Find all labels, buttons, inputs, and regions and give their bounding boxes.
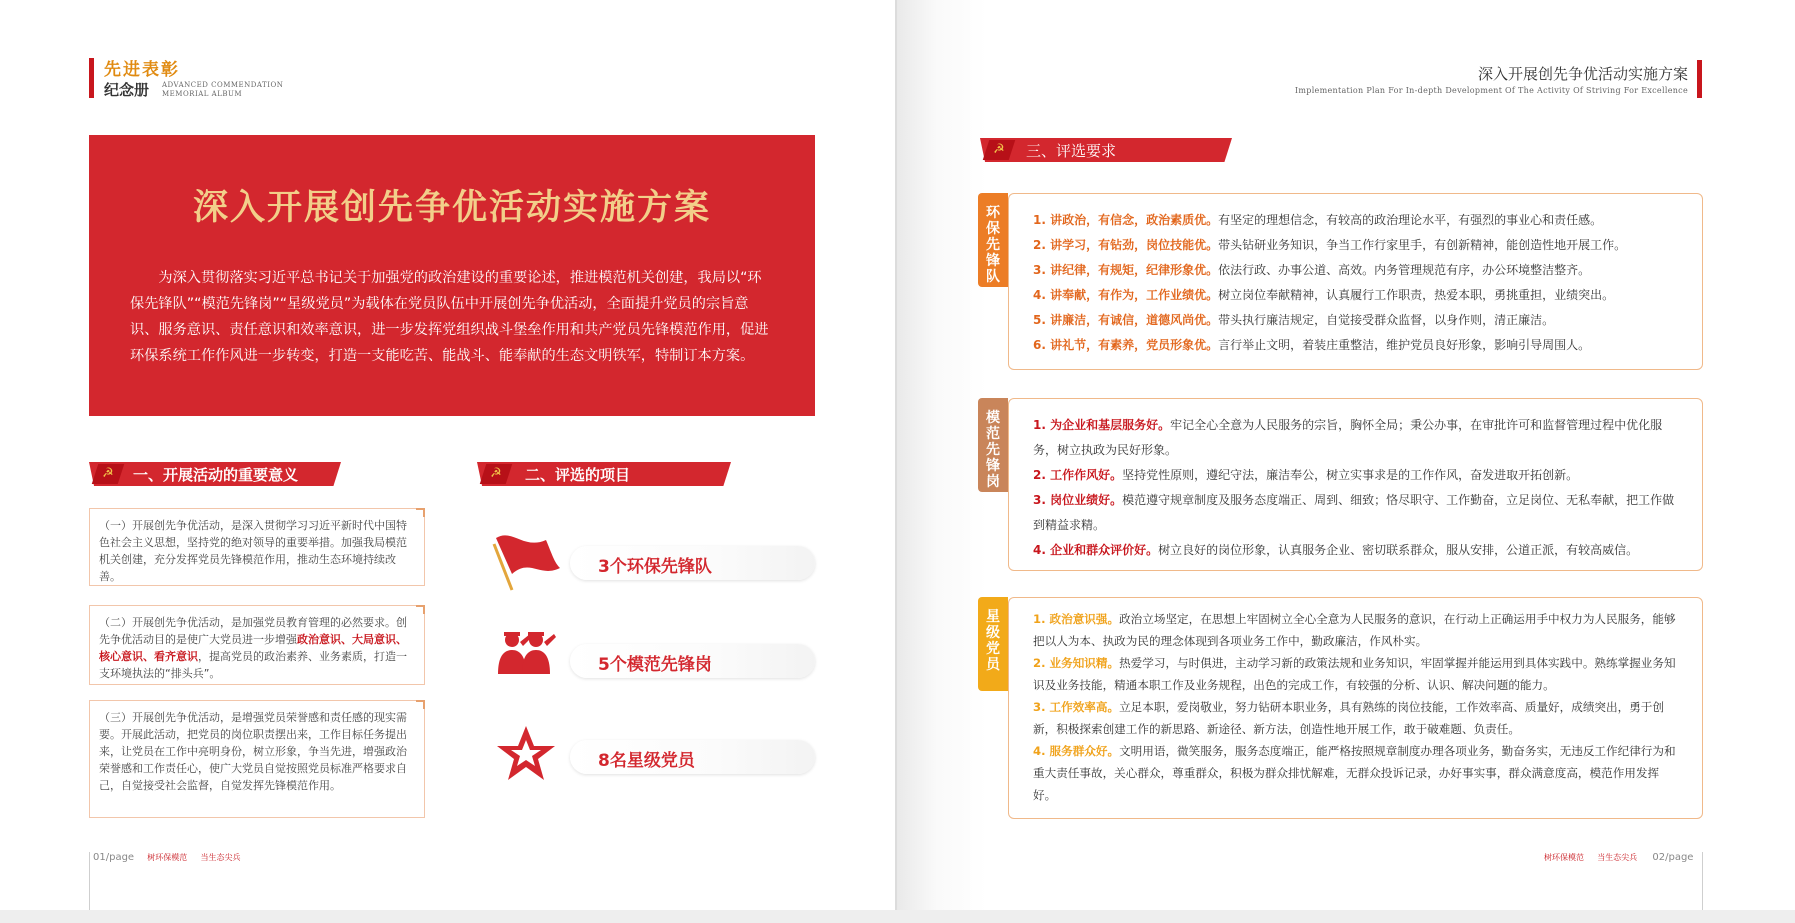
criteria-line [1033,258,1678,283]
criteria-line [1033,413,1678,463]
award-label: 3个环保先锋队 [598,557,712,577]
section-header-projects [477,462,731,486]
criteria-line [1033,740,1678,806]
significance-text: （三）开展创先争优活动，是增强党员荣誉感和责任感的现实需要。开展此活动，把党员的岗位职责摆出来，工作目标任务提出来，让党员在工作中亮明身份，树立形象，争当先进，增强政治荣誉感和工作责任心，使广大党员自觉按照党员标准严格要求自己，自觉接受社会监督，自觉发挥先锋模范作用。 [99,711,407,792]
hero-banner [89,135,815,416]
album-english-line-2: MEMORIAL ALBUM [162,90,243,98]
album-subtitle: 纪念册 [104,81,150,99]
criteria-tab-star-member [978,597,1008,691]
hero-body: 为深入贯彻落实习近平总书记关于加强党的政治建设的重要论述，推进模范机关创建，我局以“环保先锋队”“模范先锋岗”“星级党员”为载体在党员队伍中开展创先争优活动，全面提升党员的宗旨意识、服务意识、责任意识和效率意识，进一步发挥党组织战斗堡垒作用和共产党员先锋模范作用，促进环保系统工作作风进一步转变，打造一支能吃苦、能战斗、能奉献的生态文明铁军，特制订本方案。 [130,270,769,364]
section-title: 二、评选的项目 [525,466,631,484]
criteria-line [1033,208,1678,233]
header-accent-bar [1697,60,1702,98]
red-flag-icon [490,528,562,592]
criteria-head: 5. 讲廉洁，有诚信，道德风尚优。 [1033,313,1219,327]
criteria-box-pioneer-team [1008,193,1703,370]
hammer-sickle-icon: ☭ [92,464,124,484]
criteria-head: 2. 讲学习，有钻劲，岗位技能优。 [1033,238,1219,252]
criteria-tab-label: 环保先锋队 [986,205,1000,285]
criteria-text: 模范遵守规章制度及服务态度端正、周到、细致；恪尽职守、工作勤奋，立足岗位、无私奉献，把工作做到精益求精。 [1033,493,1675,532]
criteria-text: 带头执行廉洁规定，自觉接受群众监督，以身作则，清正廉洁。 [1218,313,1555,327]
criteria-text: 言行举止文明，着装庄重整洁，维护党员良好形象，影响引导周围人。 [1218,338,1591,352]
criteria-head: 1. 讲政治，有信念，政治素质优。 [1033,213,1219,227]
criteria-text: 有坚定的理想信念，有较高的政治理论水平，有强烈的事业心和责任感。 [1218,213,1603,227]
criteria-head: 3. 工作效率高。 [1033,700,1120,714]
section-title: 三、评选要求 [1026,142,1117,160]
footer-slogan-2: 当生态尖兵 [1597,853,1638,862]
criteria-head: 2. 工作作风好。 [1033,468,1123,482]
criteria-text: 树立良好的岗位形象，认真服务企业、密切联系群众，服从安排，公道正派，有较高威信。 [1158,543,1639,557]
criteria-tab-label: 星级党员 [986,609,1000,673]
criteria-tab-pioneer-team [978,193,1008,287]
award-label: 8名星级党员 [598,751,695,771]
criteria-text: 文明用语，微笑服务，服务态度端正，能严格按照规章制度办理各项业务，勤奋务实，无违反工作纪律行为和重大责任事故，关心群众，尊重群众，积极为群众排忧解难，无群众投诉记录，办好事实事，群众满意度高，模范作用发挥好。 [1033,744,1676,802]
criteria-head: 3. 讲纪律，有规矩，纪律形象优。 [1033,263,1219,277]
album-title: 先进表彰 [104,60,180,80]
section-title: 一、开展活动的重要意义 [133,466,299,484]
page-number: 01/page [93,852,135,863]
criteria-text: 立足本职，爱岗敬业，努力钻研本职业务，具有熟练的岗位技能，工作效率高、质量好，成绩突出，勇于创新，积极探索创建工作的新思路、新途径、新方法，创造性地开展工作，敢于破难题、负责任。 [1033,700,1664,736]
criteria-box-model-post [1008,398,1703,571]
criteria-line [1033,652,1678,696]
criteria-text: 树立岗位奉献精神，认真履行工作职责，热爱本职，勇挑重担，业绩突出。 [1218,288,1615,302]
criteria-head: 4. 讲奉献，有作为，工作业绩优。 [1033,288,1219,302]
criteria-tab-label: 模范先锋岗 [986,410,1000,490]
hammer-sickle-icon: ☭ [480,464,512,484]
criteria-head: 4. 企业和群众评价好。 [1033,543,1159,557]
page-number: 02/page [1652,852,1694,863]
hammer-sickle-icon: ☭ [983,140,1015,160]
significance-text: ，提高党员的政治素养、业务素质，打造一支环境执法的“排头兵”。 [99,650,407,680]
hero-title: 深入开展创先争优活动实施方案 [192,187,711,228]
significance-text: （二）开展创先争优活动，是加强党员教育管理的必然要求。创先争优活动目的是使广大党员进一步增强 [99,616,407,646]
criteria-text: 坚持党性原则，遵纪守法，廉洁奉公，树立实事求是的工作作风，奋发进取开拓创新。 [1122,468,1579,482]
criteria-line [1033,538,1678,563]
criteria-line [1033,308,1678,333]
left-footer [93,852,240,863]
header-accent-bar [89,58,94,98]
significance-item-1 [89,508,425,586]
section-header-requirements [980,138,1232,162]
album-english-line-1: ADVANCED COMMENDATION [162,81,284,89]
bottom-strip [0,910,1795,923]
footer-slogan-1: 树环保模范 [1544,853,1584,862]
criteria-line [1033,696,1678,740]
criteria-head: 3. 岗位业绩好。 [1033,493,1123,507]
section-header-significance [89,462,341,486]
footer-divider [89,852,90,910]
plan-title: 深入开展创先争优活动实施方案 [1477,65,1688,83]
criteria-head: 1. 为企业和基层服务好。 [1033,418,1171,432]
criteria-line [1033,233,1678,258]
criteria-text: 依法行政、办事公道、高效。内务管理规范有序，办公环境整洁整齐。 [1218,263,1591,277]
album-english-title [162,81,283,99]
criteria-text: 牢记全心全意为人民服务的宗旨，胸怀全局；秉公办事，在审批许可和监督管理过程中优化服务，树立执政为民好形象。 [1033,418,1663,457]
footer-divider [1702,852,1703,910]
footer-slogan-1: 树环保模范 [147,853,188,862]
award-label: 5个模范先锋岗 [598,655,712,675]
criteria-line [1033,488,1678,538]
criteria-text: 政治立场坚定，在思想上牢固树立全心全意为人民服务的意识，在行动上正确运用手中权力为人民服务，能够把以人为本、执政为民的理念体现到各项业务工作中，勤政廉洁，作风朴实。 [1033,612,1676,648]
significance-item-2 [89,605,425,685]
plan-english-title: Implementation Plan For In-depth Development Of The Activity Of Striving For Excellence [1294,86,1688,95]
criteria-head: 2. 业务知识精。 [1033,656,1120,670]
award-item-1 [490,542,815,582]
criteria-line [1033,463,1678,488]
criteria-text: 热爱学习，与时俱进，主动学习新的政策法规和业务知识，牢固掌握并能运用到具体实践中。熟练掌握业务知识及业务技能，精通本职工作及业务规程，出色的完成工作，有较强的分析、认识、解决问题的能力。 [1033,656,1676,692]
criteria-head: 4. 服务群众好。 [1033,744,1120,758]
significance-highlight: 政治意识、大局意识、核心意识、看齐意识 [99,633,407,663]
criteria-head: 6. 讲礼节，有素养，党员形象优。 [1033,338,1219,352]
criteria-head: 1. 政治意识强。 [1033,612,1120,626]
criteria-line [1033,608,1678,652]
significance-text: （一）开展创先争优活动，是深入贯彻学习习近平新时代中国特色社会主义思想，坚持党的绝对领导的重要举措。加强我局模范机关创建，充分发挥党员先锋模范作用，推动生态环境持续改善。 [99,519,407,583]
criteria-line [1033,283,1678,308]
criteria-tab-model-post [978,398,1008,492]
significance-item-3 [89,700,425,818]
footer-slogan-2: 当生态尖兵 [200,853,241,862]
criteria-line [1033,333,1678,358]
saluting-soldiers-icon [490,626,562,690]
criteria-box-star-member [1008,597,1703,819]
award-item-2 [490,640,815,680]
award-item-3 [490,736,815,776]
criteria-text: 带头钻研业务知识，争当工作行家里手，有创新精神，能创造性地开展工作。 [1218,238,1627,252]
left-page [0,0,895,910]
red-star-icon [490,722,562,786]
right-footer [1544,852,1693,863]
